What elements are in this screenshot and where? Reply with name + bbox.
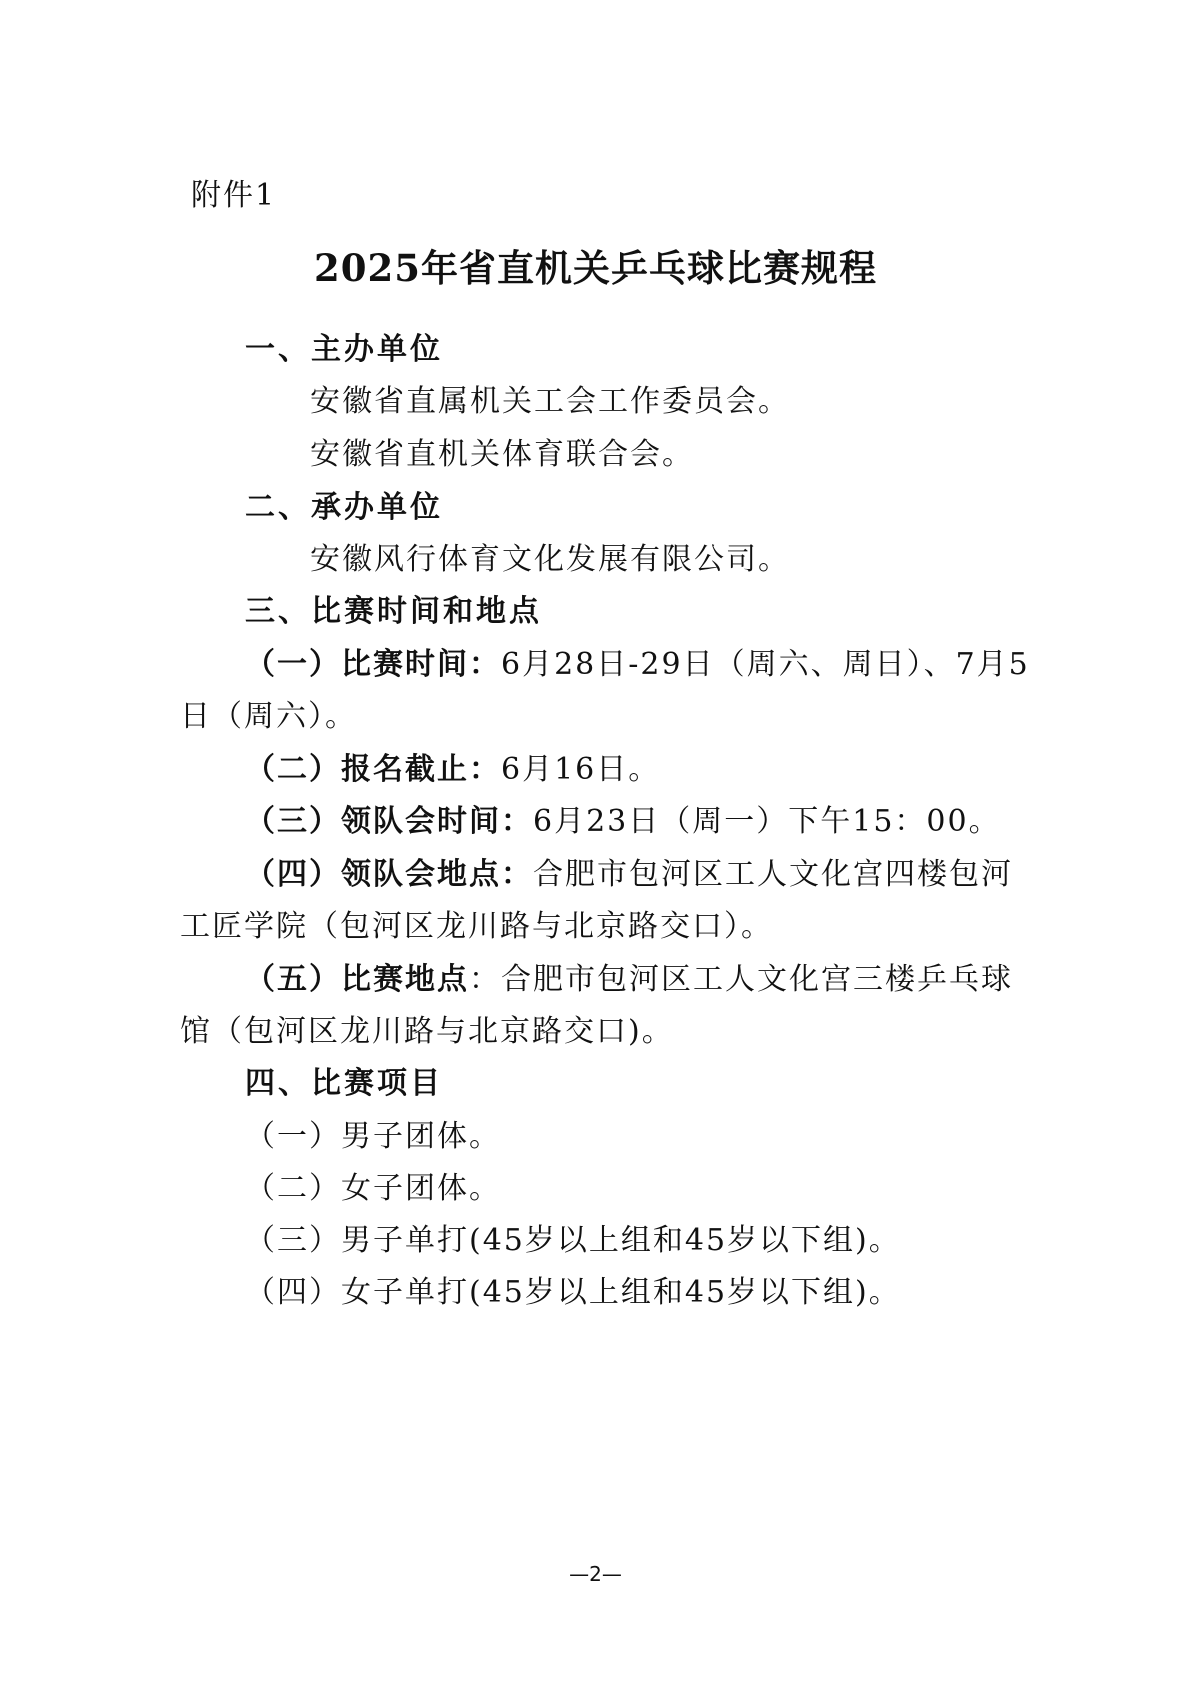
match-venue-label: （五）比赛地点 [245, 962, 469, 997]
match-venue-value: ：合肥市包河区工人文化宫三楼乒乓球 [469, 962, 1013, 997]
organizer-line: 安徽省直机关体育联合会。 [310, 437, 694, 472]
leader-meeting-time-value: 6月23日（周一）下午15：00。 [533, 804, 1001, 839]
section-heading-time-venue: 三、比赛时间和地点 [245, 594, 542, 629]
registration-deadline-value: 6月16日。 [501, 752, 661, 787]
event-item: （四）女子单打(45岁以上组和45岁以下组)。 [245, 1275, 901, 1310]
leader-meeting-venue-value: 合肥市包河区工人文化宫四楼包河 [533, 857, 1013, 892]
match-time-label: （一）比赛时间： [245, 647, 501, 682]
event-item: （二）女子团体。 [245, 1171, 501, 1206]
leader-meeting-time-line [245, 802, 1001, 842]
leader-meeting-venue-line [245, 855, 1013, 895]
section-heading-host: 二、承办单位 [245, 490, 443, 525]
leader-meeting-venue-continuation: 工匠学院（包河区龙川路与北京路交口）。 [180, 909, 773, 944]
match-time-value: 6月28日-29日（周六、周日）、7月5 [501, 647, 1030, 682]
match-time-line [245, 645, 1030, 685]
host-line: 安徽风行体育文化发展有限公司。 [310, 542, 790, 577]
attachment-label: 附件1 [191, 178, 277, 213]
section-heading-events: 四、比赛项目 [245, 1066, 443, 1101]
leader-meeting-venue-label: （四）领队会地点： [245, 857, 533, 892]
leader-meeting-time-label: （三）领队会时间： [245, 804, 533, 839]
match-venue-continuation: 馆（包河区龙川路与北京路交口)。 [180, 1014, 674, 1049]
section-heading-organizer: 一、主办单位 [245, 332, 443, 367]
organizer-line: 安徽省直属机关工会工作委员会。 [310, 384, 790, 419]
registration-deadline-line [245, 750, 660, 790]
page-number: —2— [569, 1562, 622, 1586]
document-title: 2025年省直机关乒乓球比赛规程 [314, 246, 877, 290]
registration-deadline-label: （二）报名截止： [245, 752, 501, 787]
event-item: （一）男子团体。 [245, 1119, 501, 1154]
event-item: （三）男子单打(45岁以上组和45岁以下组)。 [245, 1223, 901, 1258]
match-venue-line [245, 960, 1013, 1000]
match-time-continuation: 日（周六）。 [180, 699, 357, 734]
